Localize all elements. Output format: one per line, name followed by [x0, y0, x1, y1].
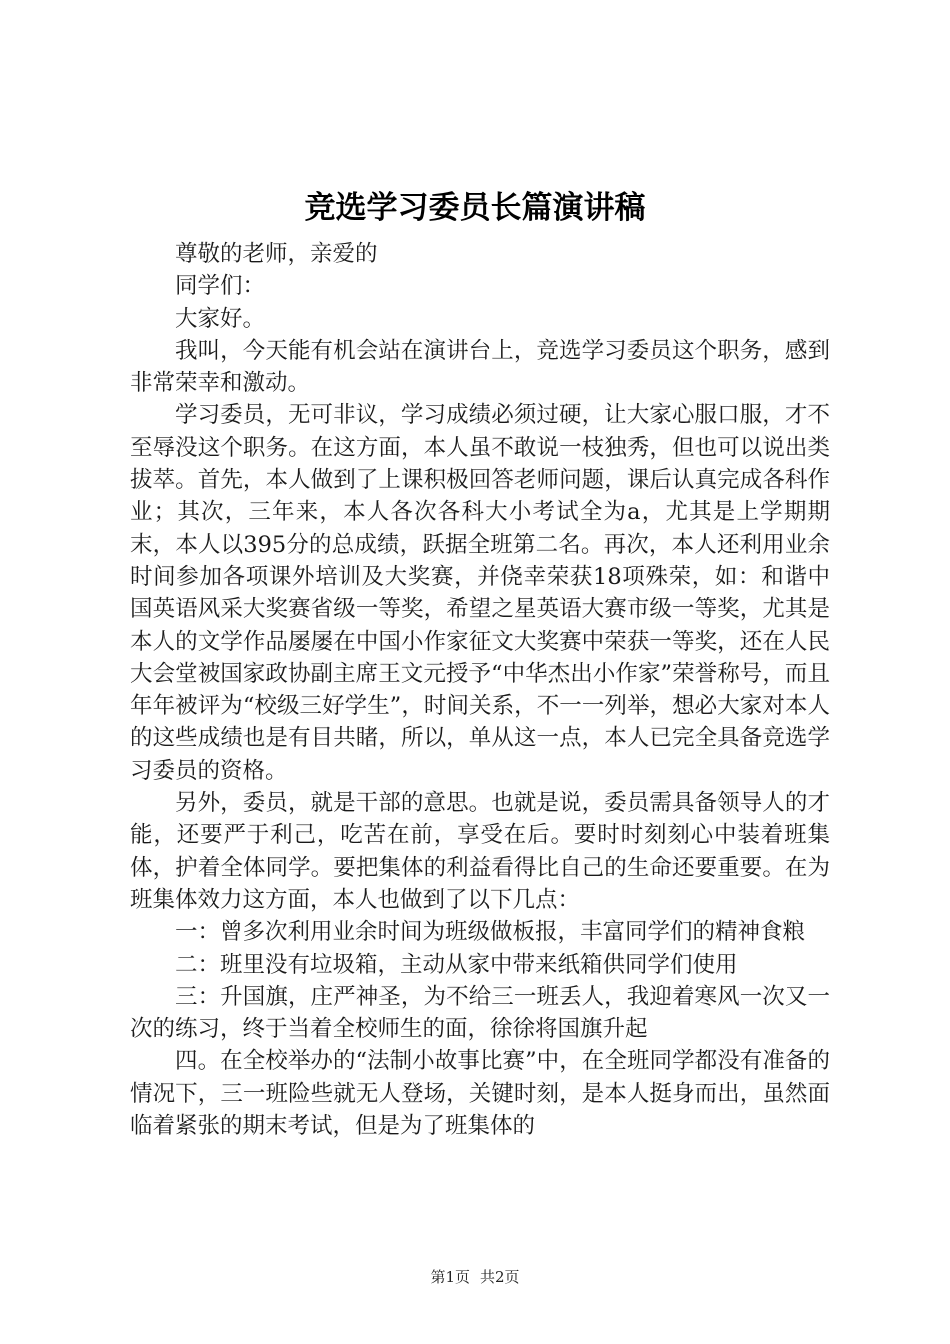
page-footer: [0, 1267, 950, 1287]
page-total: 共2页: [480, 1268, 520, 1286]
paragraph-point-three: 三：升国旗，庄严神圣，为不给三一班丢人，我迎着寒风一次又一次的练习，终于当着全校师生的面，徐徐将国旗升起: [130, 983, 830, 1043]
document-title: 竞选学习委员长篇演讲稿: [304, 190, 646, 226]
paragraph-salutation: 尊敬的老师，亲爱的: [175, 241, 378, 267]
document-body: [130, 238, 830, 1142]
paragraph-point-four: 四。在全校举办的“法制小故事比赛”中，在全班同学都没有准备的情况下，三一班险些就无人登场，关键时刻，是本人挺身而出，虽然面临着紧张的期末考试，但是为了班集体的: [130, 1048, 830, 1140]
paragraph-salutation-classmates: 同学们：: [175, 273, 266, 300]
paragraph-point-two: 二：班里没有垃圾箱，主动从家中带来纸箱供同学们使用: [175, 951, 738, 978]
page-number: 第1页: [430, 1268, 470, 1286]
paragraph-achievements: 学习委员，无可非议，学习成绩必须过硬，让大家心服口服，才不至辱没这个职务。在这方面，本人虽不敢说一枝独秀，但也可以说出类拔萃。首先，本人做到了上课积极回答老师问题，课后认真完成各科作业；其次，三年来，本人各次各科大小考试全为a，尤其是上学期期末，本人以395分的总成绩，跃据全班第二名。再次，本人还利用业余时间参加各项课外培训及大奖赛，并侥幸荣获18项殊荣，如：和谐中国英语风采大奖赛省级一等奖，希望之星英语大赛市级一等奖，尤其是本人的文学作品屡屡在中国小作家征文大奖赛中荣获一等奖，还在人民大会堂被国家政协副主席王文元授予“中华杰出小作家”荣誉称号，而且年年被评为“校级三好学生”，时间关系，不一一列举，想必大家对本人的这些成绩也是有目共睹，所以，单从这一点，本人已完全具备竞选学习委员的资格。: [130, 402, 830, 784]
paragraph-intro: 我叫，今天能有机会站在演讲台上，竞选学习委员这个职务，感到非常荣幸和激动。: [130, 337, 830, 397]
paragraph-point-one: 一：曾多次利用业余时间为班级做板报，丰富同学们的精神食粮: [175, 919, 806, 946]
paragraph-leadership: 另外，委员，就是干部的意思。也就是说，委员需具备领导人的才能，还要严于利己，吃苦在前，享受在后。要时时刻刻心中装着班集体，护着全体同学。要把集体的利益看得比自己的生命还要重要。在为班集体效力这方面，本人也做到了以下几点：: [130, 790, 830, 913]
paragraph-greeting: 大家好。: [175, 305, 266, 332]
